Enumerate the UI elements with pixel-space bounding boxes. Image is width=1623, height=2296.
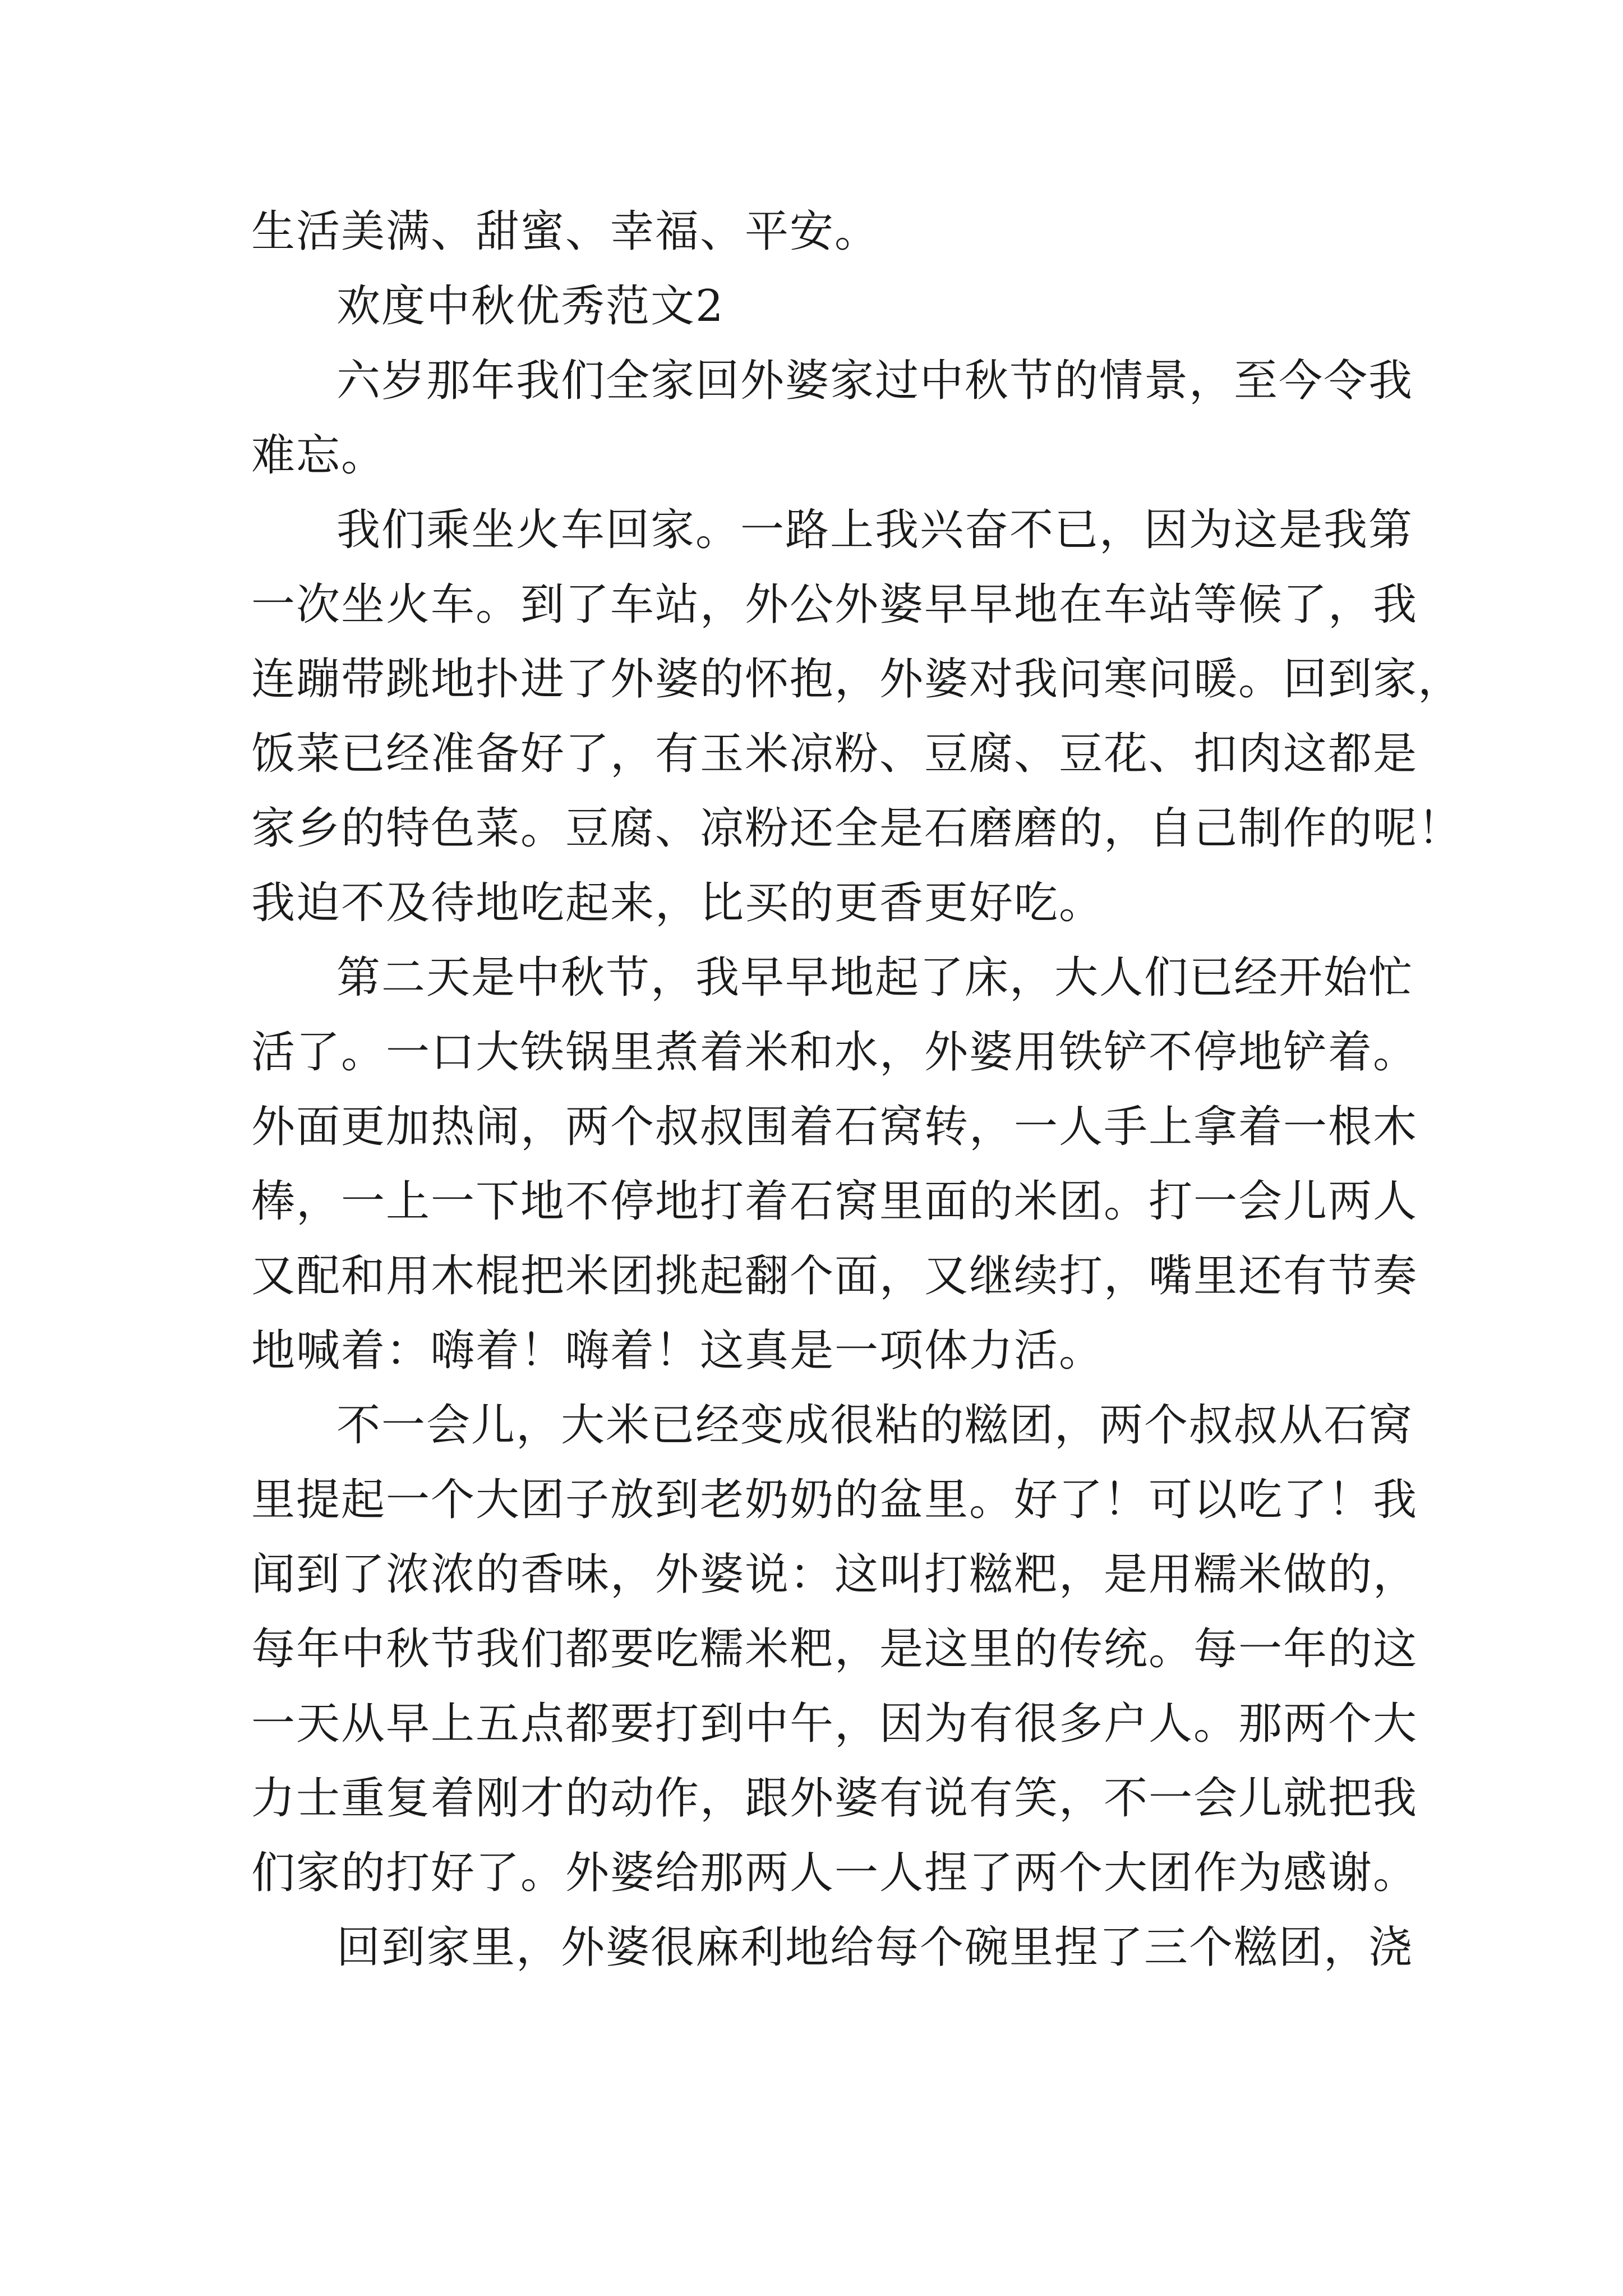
body-text-line: 一次坐火车。到了车站，外公外婆早早地在车站等候了，我 [251, 579, 1418, 630]
body-text-line: 生活美满、甜蜜、幸福、平安。 [251, 206, 880, 257]
body-text-line: 我们乘坐火车回家。一路上我兴奋不已，因为这是我第 [336, 505, 1414, 555]
body-text-line: 每年中秋节我们都要吃糯米粑，是这里的传统。每一年的这 [251, 1624, 1418, 1674]
body-text-line: 里提起一个大团子放到老奶奶的盆里。好了！可以吃了！我 [251, 1475, 1418, 1525]
body-text-line: 们家的打好了。外婆给那两人一人捏了两个大团作为感谢。 [251, 1848, 1418, 1898]
body-text-line: 不一会儿，大米已经变成很粘的糍团，两个叔叔从石窝 [336, 1400, 1414, 1451]
body-text-line: 家乡的特色菜。豆腐、凉粉还全是石磨磨的，自己制作的呢！ [251, 803, 1463, 854]
body-text-line: 连蹦带跳地扑进了外婆的怀抱，外婆对我问寒问暖。回到家， [251, 654, 1463, 705]
body-text-line: 闻到了浓浓的香味，外婆说：这叫打糍粑，是用糯米做的， [251, 1549, 1418, 1600]
body-text-line: 饭菜已经准备好了，有玉米凉粉、豆腐、豆花、扣肉这都是 [251, 729, 1418, 779]
body-text-line: 地喊着：嗨着！嗨着！这真是一项体力活。 [251, 1326, 1104, 1376]
body-text-line: 六岁那年我们全家回外婆家过中秋节的情景，至今令我 [336, 356, 1414, 406]
body-text-line: 我迫不及待地吃起来，比买的更香更好吃。 [251, 878, 1104, 928]
body-text-line: 又配和用木棍把米团挑起翻个面，又继续打，嘴里还有节奏 [251, 1251, 1418, 1301]
body-text-line: 第二天是中秋节，我早早地起了床，大人们已经开始忙 [336, 953, 1414, 1003]
body-text-line: 棒，一上一下地不停地打着石窝里面的米团。打一会儿两人 [251, 1176, 1418, 1227]
body-text-line: 力士重复着刚才的动作，跟外婆有说有笑，不一会儿就把我 [251, 1773, 1418, 1824]
body-text-line: 一天从早上五点都要打到中午，因为有很多户人。那两个大 [251, 1699, 1418, 1749]
body-text-line: 回到家里，外婆很麻利地给每个碗里捏了三个糍团，浇 [336, 1922, 1414, 1973]
body-text-line: 外面更加热闹，两个叔叔围着石窝转，一人手上拿着一根木 [251, 1102, 1418, 1152]
body-text-line: 难忘。 [251, 430, 386, 481]
section-heading: 欢度中秋优秀范文2 [336, 281, 725, 332]
body-text-line: 活了。一口大铁锅里煮着米和水，外婆用铁铲不停地铲着。 [251, 1027, 1418, 1078]
